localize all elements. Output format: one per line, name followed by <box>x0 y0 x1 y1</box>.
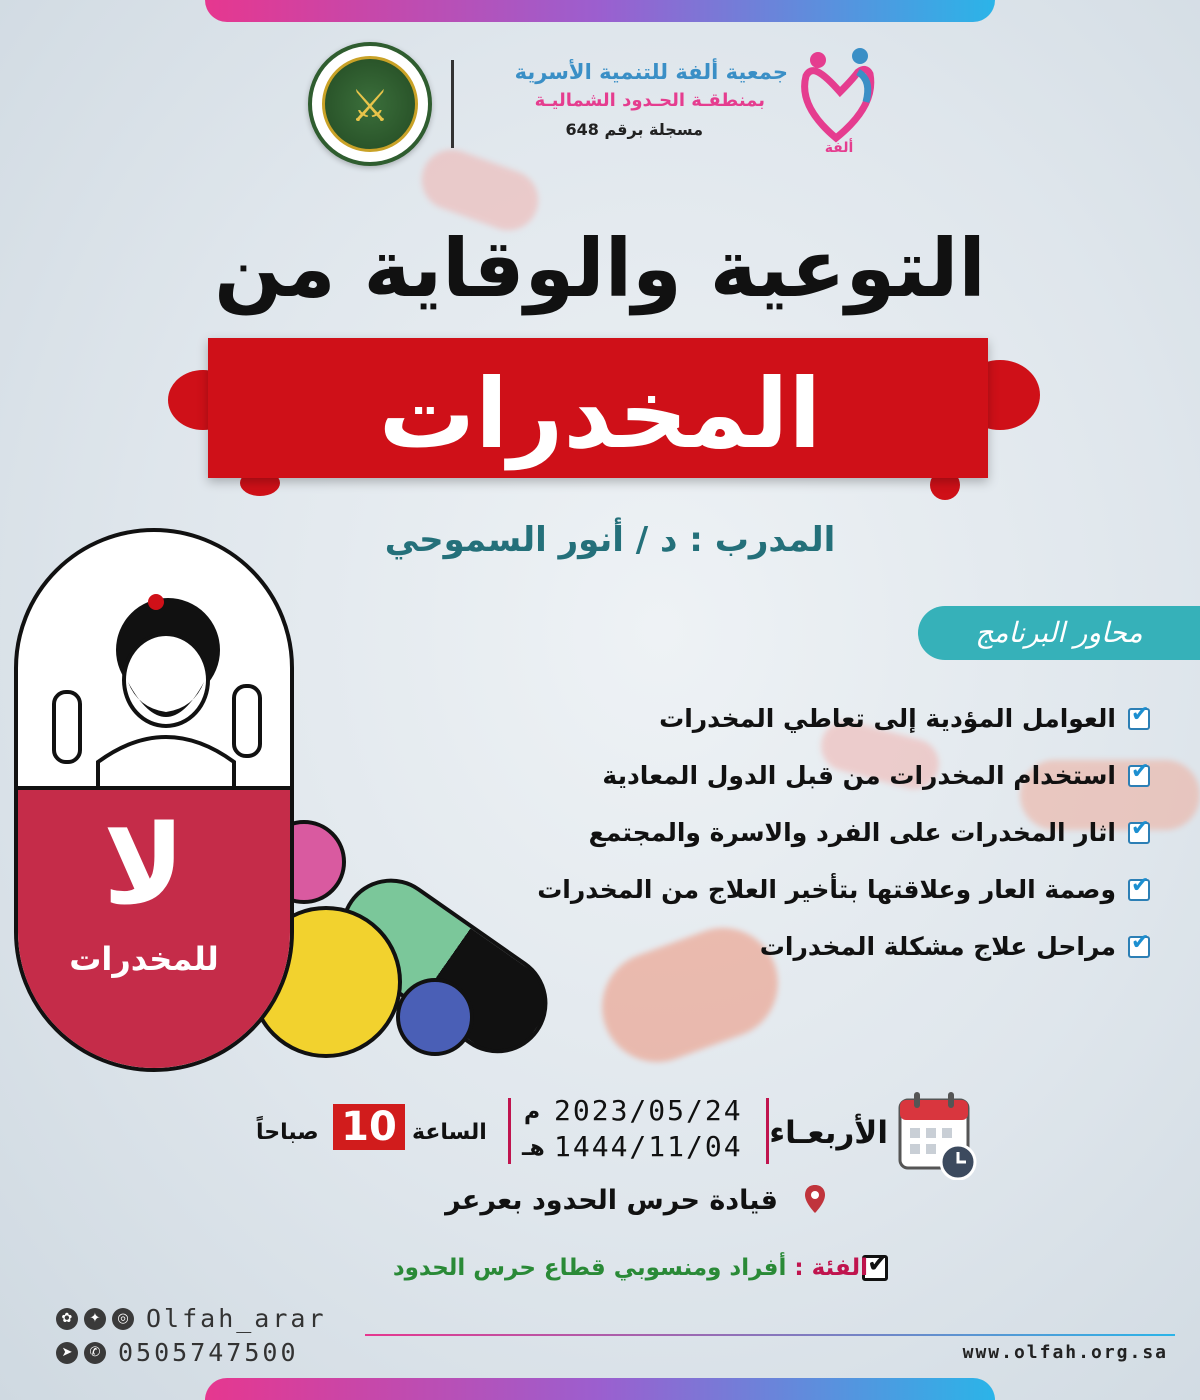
footer-divider <box>365 1334 1175 1336</box>
snapchat-icon[interactable]: ✿ <box>56 1308 78 1330</box>
divider <box>766 1098 769 1164</box>
phone-number[interactable]: 0505747500 <box>118 1338 299 1367</box>
page-title-line2: المخدرات <box>378 358 822 470</box>
calendar-clock-icon <box>898 1090 978 1180</box>
trainer-name: المدرب : د / أنور السموحي <box>384 520 836 560</box>
gregorian-suffix: م <box>524 1100 541 1125</box>
gregorian-date: 2023/05/24 <box>554 1094 743 1127</box>
target-audience <box>393 1255 868 1281</box>
checkbox-icon <box>1128 822 1150 844</box>
olfah-logo-icon <box>796 46 882 156</box>
top-gradient-bar <box>205 0 995 22</box>
border-guard-seal-icon <box>308 42 432 166</box>
list-item-text: وصمة العار وعلاقتها بتأخير العلاج من المخدرات <box>537 875 1116 904</box>
audience-value: أفراد ومنسوبي قطاع حرس الحدود <box>392 1255 787 1281</box>
checkbox-icon <box>1128 879 1150 901</box>
hijri-suffix: هـ <box>522 1136 545 1161</box>
org-region: بمنطقـة الحـدود الشماليـة <box>534 90 765 111</box>
header-divider <box>451 60 454 148</box>
no-drugs-text: للمخدرات <box>69 940 219 978</box>
org-name: جمعية ألفة للتنمية الأسرية <box>514 60 788 84</box>
list-item-text: اثار المخدرات على الفرد والاسرة والمجتمع <box>588 818 1116 847</box>
divider <box>508 1098 511 1164</box>
time-value: 10 <box>333 1104 405 1150</box>
time-label: الساعة <box>412 1120 487 1145</box>
audience-label: الفئة : <box>794 1255 868 1281</box>
telegram-icon[interactable]: ➤ <box>56 1342 78 1364</box>
list-item <box>510 747 1150 804</box>
whatsapp-icon[interactable]: ✆ <box>84 1342 106 1364</box>
instagram-icon[interactable]: ◎ <box>112 1308 134 1330</box>
location-pin-icon <box>804 1184 826 1214</box>
time-suffix: صباحاً <box>256 1120 319 1145</box>
checkbox-icon <box>1128 936 1150 958</box>
event-day: الأربعـاء <box>769 1115 888 1151</box>
org-registration: مسجلة برقم 648 <box>565 120 703 139</box>
program-items-list <box>510 690 1150 975</box>
list-item-text: العوامل المؤدية إلى تعاطي المخدرات <box>659 704 1116 733</box>
blue-pill-icon <box>396 978 474 1056</box>
twitter-icon[interactable]: ✦ <box>84 1308 106 1330</box>
list-item <box>510 690 1150 747</box>
checkbox-icon <box>1128 708 1150 730</box>
list-item <box>510 918 1150 975</box>
list-item <box>510 861 1150 918</box>
list-item-text: مراحل علاج مشكلة المخدرات <box>759 932 1116 961</box>
no-text: لا <box>103 801 185 929</box>
bottom-gradient-bar <box>205 1378 995 1400</box>
page-title-line1: التوعية والوقاية من <box>214 222 986 315</box>
social-handle-row <box>56 1304 327 1333</box>
hijri-date: 1444/11/04 <box>554 1130 743 1163</box>
social-handle[interactable]: Olfah_arar <box>146 1304 327 1333</box>
program-pillars-label: محاور البرنامج <box>918 606 1200 660</box>
list-item-text: استخدام المخدرات من قبل الدول المعادية <box>602 761 1116 790</box>
checkbox-icon <box>1128 765 1150 787</box>
distressed-man-icon <box>18 532 290 792</box>
no-drugs-capsule <box>14 528 294 1072</box>
website-link[interactable]: www.olfah.org.sa <box>962 1342 1168 1363</box>
list-item <box>510 804 1150 861</box>
phone-row <box>56 1338 299 1367</box>
event-location: قيادة حرس الحدود بعرعر <box>445 1185 778 1216</box>
logo-text: ألفة <box>824 140 854 156</box>
